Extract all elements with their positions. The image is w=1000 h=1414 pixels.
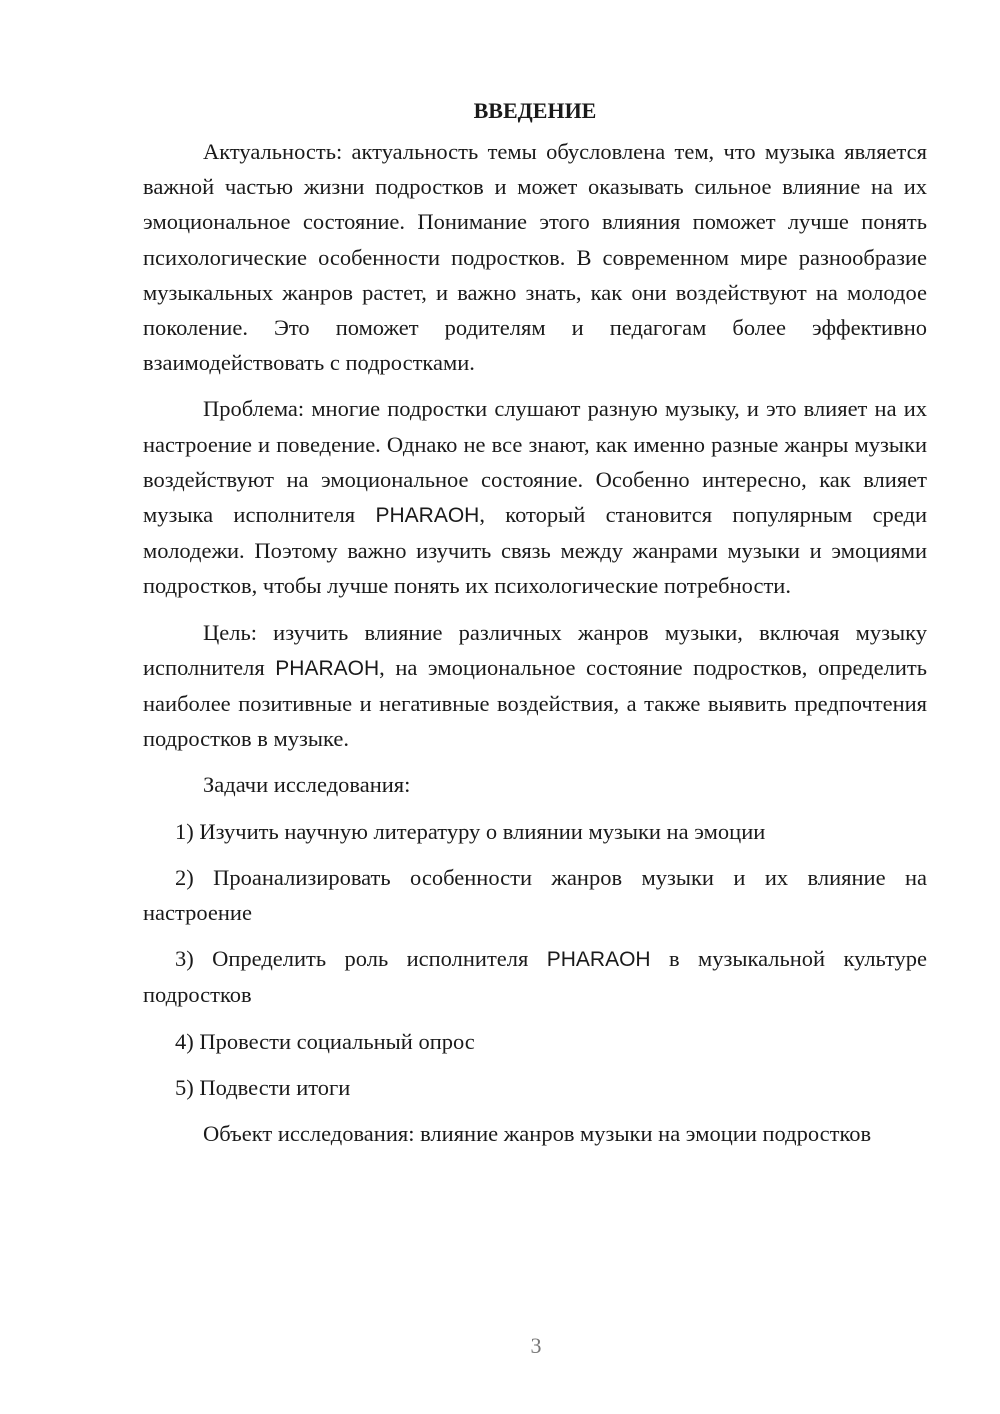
task-item: 2) Проанализировать особенности жанров музыки и их влияние на настроение (143, 864, 927, 926)
tasks-header: Задачи исследования: (203, 772, 411, 798)
task-item: 5) Подвести итоги (175, 1074, 351, 1100)
goal-paragraph (143, 615, 927, 757)
goal-text-cont: , на эмоциональное состояние подростков, определить наиболее позитивные и негативные воздействия, а также выявить предпочтения подростков в музыке. (143, 654, 927, 752)
task-item (143, 941, 927, 1012)
problem-text: Проблема: многие подростки слушают разную музыку, и это влияет на их настроение и поведение. Однако не все знают, как именно разные жанры музыки воздействуют на эмоциональное состояние. Особенно интересно, как влияет музыка исполнителя (143, 396, 927, 528)
problem-text-cont: , который становится популярным среди молодежи. Поэтому важно изучить связь между жанрами музыки и эмоциями подростков, чтобы лучше понять их психологические потребности. (143, 502, 927, 599)
page-body (143, 93, 927, 1162)
task-text: 3) Определить роль исполнителя (175, 946, 547, 972)
artist-name: PHARAOH (546, 948, 651, 972)
artist-name: PHARAOH (275, 656, 380, 680)
task-item: 4) Провести социальный опрос (175, 1028, 475, 1054)
task-item: 1) Изучить научную литературу о влиянии музыки на эмоции (175, 818, 766, 844)
section-title: ВВЕДЕНИЕ (473, 98, 597, 123)
problem-paragraph (143, 391, 927, 603)
relevance-paragraph: Актуальность: актуальность темы обусловлена тем, что музыка является важной частью жизни подростков и может оказывать сильное влияние на их эмоциональное состояние. Понимание этого влияния поможет лучше понять психологические особенности подростков. В современном мире разнообразие музыкальных жанров растет, и важно знать, как они воздействуют на молодое поколение. Это поможет родителям и педагогам более эффективно взаимодействовать с подростками. (143, 139, 927, 376)
page-number: 3 (530, 1333, 542, 1358)
goal-text: Цель: изучить влияние различных жанров музыки, включая музыку исполнителя (143, 619, 927, 680)
artist-name: PHARAOH (375, 504, 480, 528)
object-paragraph: Объект исследования: влияние жанров музыки на эмоции подростков (203, 1121, 872, 1147)
task-text-cont: в музыкальной культуре подростков (143, 946, 927, 1008)
